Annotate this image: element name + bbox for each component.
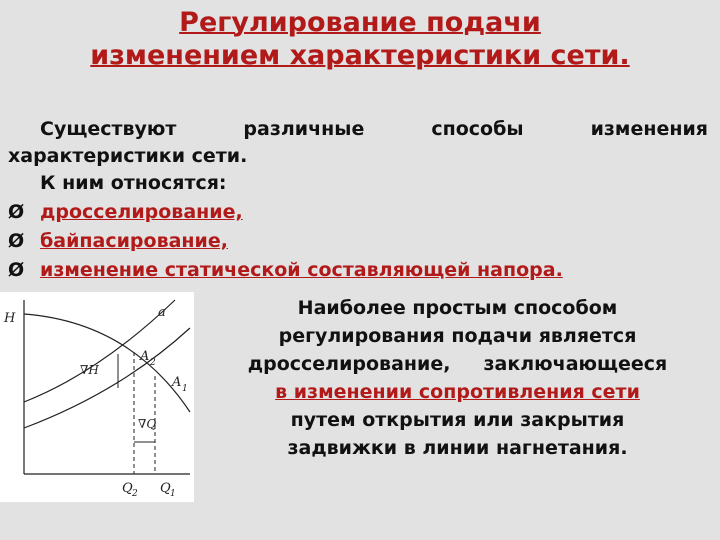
description-line-4: в изменении сопротивления сети: [275, 381, 640, 403]
network-curve-1: [24, 328, 190, 428]
diagram-svg: [0, 292, 194, 502]
list-item: [8, 198, 713, 227]
h-axis-label: H: [4, 311, 16, 326]
intro-line-2: характеристики сети.: [8, 145, 248, 167]
description-line-1: Наиболее простым способом: [297, 297, 618, 319]
q2-label: Q: [122, 481, 133, 496]
point-a2-sub: 2: [150, 358, 156, 368]
q1-label: Q: [160, 481, 171, 496]
delta-h-label: ∇H: [80, 363, 99, 377]
description-text: [200, 294, 715, 462]
network-curve-2: [24, 300, 175, 402]
list-item: [8, 256, 713, 285]
slide-title: [0, 6, 720, 72]
pump-curve: [24, 314, 190, 412]
method-label: дросселирование,: [40, 201, 243, 223]
point-a1-label: A: [172, 375, 182, 390]
intro-line-1: Существуют различные способы изменения: [40, 118, 708, 140]
intro-line-3: К ним относятся:: [40, 172, 227, 194]
methods-list: [8, 198, 713, 285]
title-line-2: изменением характеристики сети.: [90, 40, 630, 71]
intro-text: [8, 116, 708, 197]
q1-sub: 1: [170, 489, 176, 499]
curve-a-label: a: [158, 305, 166, 320]
arrow-bullet-icon: Ø: [8, 259, 25, 281]
point-a1-sub: 1: [182, 384, 188, 394]
description-line-5: путем открытия или закрытия: [290, 409, 625, 431]
description-line-3: дросселирование, заключающееся: [247, 353, 668, 375]
method-label: изменение статической составляющей напора.: [40, 259, 563, 281]
q2-sub: 2: [132, 489, 138, 499]
description-line-2: регулирования подачи является: [278, 325, 637, 347]
delta-q-label: ∇Q: [138, 417, 157, 431]
list-item: [8, 227, 713, 256]
point-a2-label: A: [140, 349, 150, 364]
method-label: байпасирование,: [40, 230, 228, 252]
description-line-6: задвижки в линии нагнетания.: [287, 437, 628, 459]
arrow-bullet-icon: Ø: [8, 201, 25, 223]
arrow-bullet-icon: Ø: [8, 230, 25, 252]
throttling-diagram: [0, 292, 194, 502]
title-line-1: Регулирование подачи: [179, 7, 541, 38]
